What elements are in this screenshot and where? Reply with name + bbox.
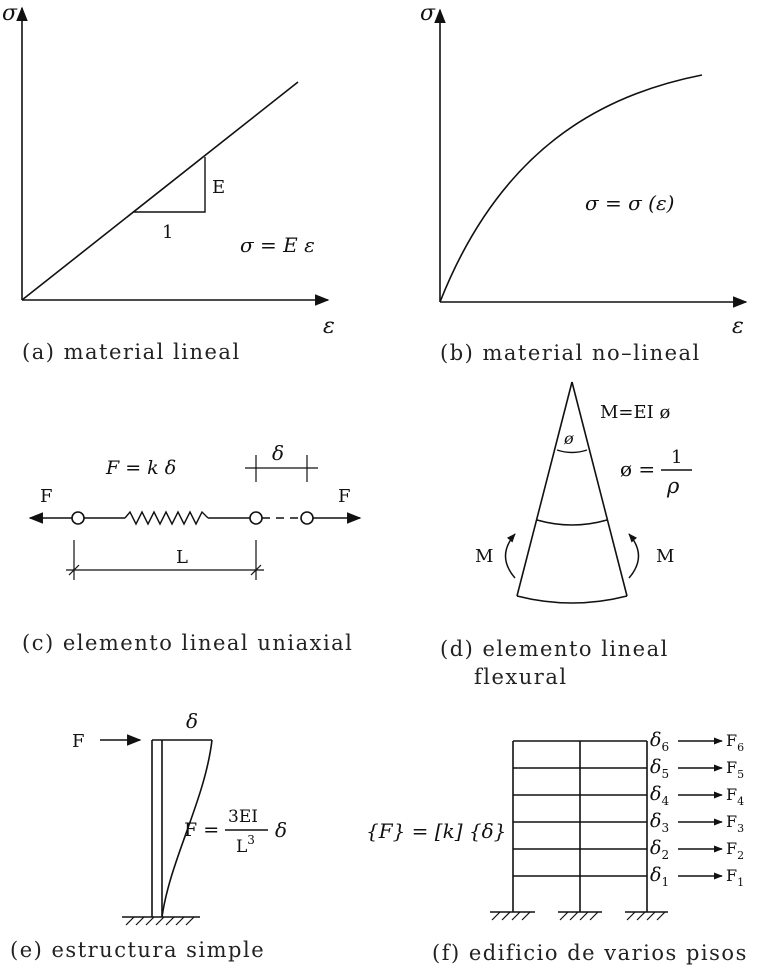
d-curvature-den: ρ — [667, 474, 680, 498]
e-ground-hatch — [126, 917, 194, 925]
panel-d-flexural-element — [440, 382, 692, 689]
d-curvature-lhs: ø = — [620, 457, 656, 481]
a-epsilon-label: ε — [323, 314, 335, 339]
panel-e-simple-structure — [10, 709, 287, 962]
f-floor-force-1: $F_1$ — [726, 866, 745, 889]
f-floor-delta-3: $\delta_3$ — [650, 810, 670, 835]
caption-d-line2: flexural — [474, 665, 568, 689]
panel-c-uniaxial-element — [22, 441, 360, 655]
d-left-moment-label: M — [475, 546, 494, 567]
panel-f-multistory-building — [366, 729, 748, 965]
d-wedge-left-edge — [517, 382, 572, 596]
f-floor-delta-1: $\delta_1$ — [650, 864, 670, 889]
panel-a-linear-material — [2, 1, 335, 364]
caption-c: (c) elemento lineal uniaxial — [22, 631, 354, 655]
f-floor-force-2: $F_2$ — [726, 839, 745, 862]
e-eq-den: $L^3$ — [236, 833, 255, 857]
c-displaced-node — [301, 512, 313, 524]
d-phi-angle: ø — [564, 429, 574, 448]
f-floor-force-4: $F_4$ — [726, 785, 745, 808]
b-sigma-label: σ — [420, 1, 436, 26]
c-left-force-label: F — [40, 486, 53, 507]
d-moment-equation: M=EI ø — [600, 402, 671, 423]
c-length-label: L — [176, 547, 188, 568]
caption-a: (a) material lineal — [22, 340, 241, 364]
panel-b-nonlinear-material — [420, 1, 746, 365]
f-matrix-equation: {F} = [k] {δ} — [366, 819, 507, 843]
a-equation: σ = E ε — [240, 233, 315, 257]
a-sigma-label: σ — [2, 1, 18, 26]
c-spring-equation: F = k δ — [106, 457, 177, 479]
d-curvature-num: 1 — [671, 447, 683, 468]
a-slope-run: 1 — [162, 222, 174, 243]
f-floor-delta-2: $\delta_2$ — [650, 837, 670, 862]
f-ground-hatch — [492, 912, 665, 920]
d-right-moment-label: M — [656, 546, 675, 567]
e-delta-label: δ — [186, 709, 199, 733]
f-floor-delta-4: $\delta_4$ — [650, 783, 670, 808]
a-slope-rise: E — [212, 177, 226, 198]
caption-f: (f) edificio de varios pisos — [432, 941, 748, 965]
c-delta-label: δ — [272, 441, 285, 465]
f-floor-labels — [650, 729, 744, 889]
caption-e: (e) estructura simple — [10, 938, 266, 962]
e-force-label: F — [72, 731, 85, 752]
c-right-node — [250, 512, 262, 524]
caption-d-line1: (d) elemento lineal — [440, 637, 669, 661]
d-section-top-arc — [537, 520, 607, 525]
c-spring-zigzag — [125, 512, 208, 524]
f-floor-force-6: $F_6$ — [726, 731, 745, 754]
c-left-node — [72, 512, 84, 524]
e-eq-lhs: F = — [184, 819, 220, 841]
caption-b: (b) material no–lineal — [440, 341, 701, 365]
d-angle-arc — [557, 450, 587, 453]
b-equation: σ = σ (ε) — [585, 191, 675, 215]
c-right-force-label: F — [338, 486, 351, 507]
b-nonlinear-curve — [440, 75, 702, 302]
f-floor-force-3: $F_3$ — [726, 812, 745, 835]
d-left-moment-arrow — [506, 534, 516, 578]
d-section-bottom-arc — [517, 596, 627, 603]
f-floor-delta-6: $\delta_6$ — [650, 729, 670, 754]
a-linear-curve — [22, 82, 298, 300]
e-eq-rhs: δ — [275, 818, 288, 842]
b-epsilon-label: ε — [732, 314, 744, 339]
f-floor-force-5: $F_5$ — [726, 758, 745, 781]
f-floor-delta-5: $\delta_5$ — [650, 756, 670, 781]
d-right-moment-arrow — [629, 534, 639, 578]
e-eq-num: 3EI — [228, 807, 258, 827]
